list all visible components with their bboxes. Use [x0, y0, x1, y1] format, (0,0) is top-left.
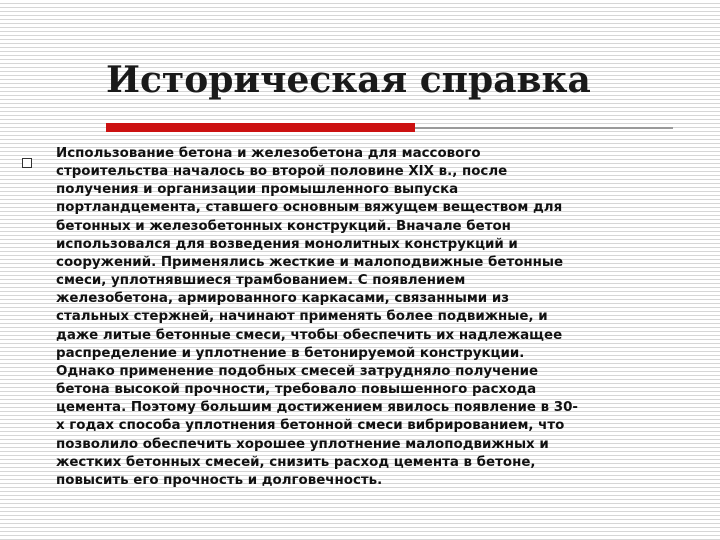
paragraph-line: цемента. Поэтому большим достижением явилось появление в 30-: [56, 400, 578, 416]
paragraph-line: портландцемента, ставшего основным вяжущем веществом для: [56, 200, 563, 216]
slide-title: Историческая справка: [106, 59, 591, 101]
paragraph-line: Использование бетона и железобетона для массового: [56, 146, 481, 161]
paragraph-line: использовался для возведения монолитных конструкций и: [56, 236, 518, 252]
paragraph-line: сооружений. Применялись жесткие и малоподвижные бетонные: [56, 254, 564, 270]
paragraph-line: распределение и уплотнение в бетонируемой конструкции.: [56, 345, 525, 361]
hollow-square-bullet-icon: [22, 158, 32, 168]
paragraph-line: позволило обеспечить хорошее уплотнение малоподвижных и: [56, 436, 549, 452]
paragraph-line: бетона высокой прочности, требовало повышенного расхода: [56, 382, 537, 398]
title-divider-line: [415, 127, 673, 129]
paragraph-line: Однако применение подобных смесей затрудняло получение: [56, 363, 539, 379]
title-accent-bar: [106, 123, 415, 132]
paragraph-line: даже литые бетонные смеси, чтобы обеспечить их надлежащее: [56, 327, 563, 343]
paragraph-line: стальных стержней, начинают применять более подвижные, и: [56, 309, 548, 325]
paragraph-line: х годах способа уплотнения бетонной смеси вибрированием, что: [56, 418, 565, 434]
paragraph-line: железобетона, армированного каркасами, связанными из: [56, 291, 509, 307]
paragraph-line: бетонных и железобетонных конструкций. Вначале бетон: [56, 218, 511, 234]
paragraph-line: получения и организации промышленного выпуска: [56, 182, 459, 198]
paragraph-line: смеси, уплотнявшиеся трамбованием. С появлением: [56, 273, 466, 289]
slide-paragraph: [56, 145, 676, 490]
paragraph-line: строительства началось во второй половине XIX в., после: [56, 164, 508, 180]
paragraph-line: жестких бетонных смесей, снизить расход цемента в бетоне,: [56, 454, 536, 470]
paragraph-line: повысить его прочность и долговечность.: [56, 472, 383, 488]
